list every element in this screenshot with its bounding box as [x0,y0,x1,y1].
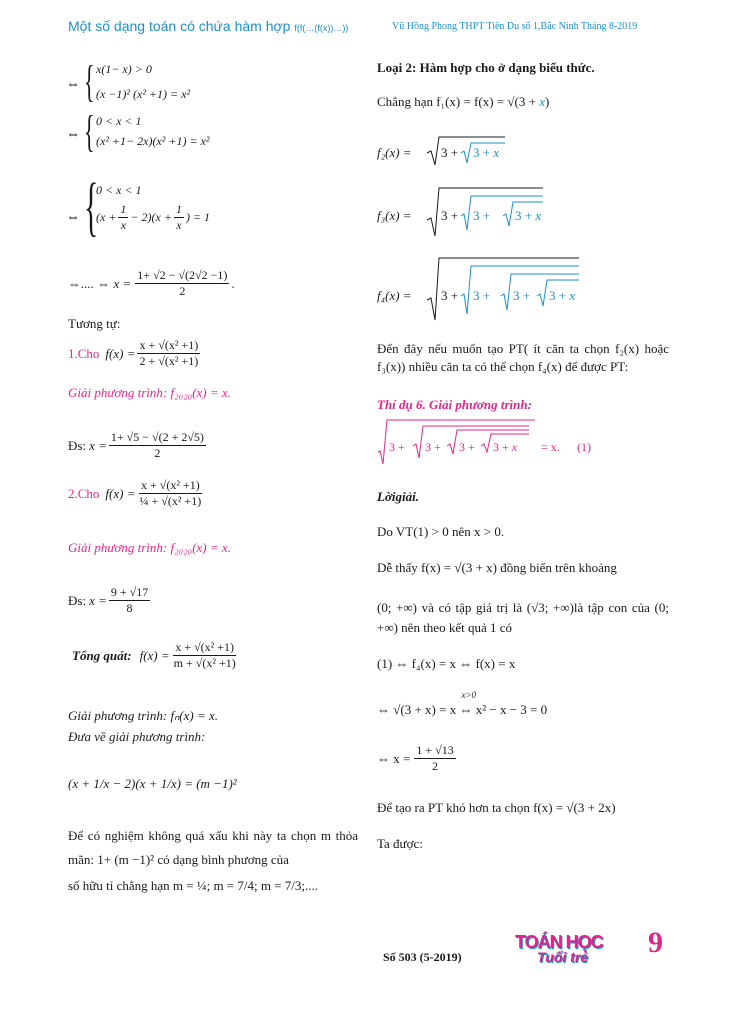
example-2: 2.Cho f(x) = $\frac{\text{x + √(x² +1)}}{\text{¼ + √(x² +1)}}$ [68,478,202,508]
system-3-line-1: 0 < x < 1 [96,183,142,197]
solution-line-8: Ta được: [377,836,423,851]
example-1: 1.Cho f(x) = $\frac{\text{x + √(x² +1)}}{\text{2 + √(x² +1)}}$ [68,338,199,368]
system-1-line-2: (x −1)² (x² +1) = x² [96,87,191,101]
result-equation: ⇔.... ⇔ x = $\frac{1+ √2 - √(2√2 -1)}{2}$ . [68,268,235,298]
example-1-task: Giải phương trình: f₂₀₂₀(x) = x. [68,385,231,400]
example-6-equation: 3 + 3 + 3 + 3 + x = x. (1) [377,418,657,466]
task-reduce: Đưa về giải phương trình: [68,729,206,744]
header-title: Một số dạng toán có chứa hàm hợp f(f(…(f(x))…)) [68,18,349,34]
magazine-logo: TOÁN HỌC Tuổi trẻ [515,932,603,965]
f4-definition: f₄(x) = 3 + 3 + 3 + 3 + x [377,280,597,320]
system-3-line-2: (x + $\frac{1}{x}$ − 2)(x + $\frac{1}{x}$ ) = 1 [96,202,211,232]
page-header [0,18,735,38]
solution-line-4: (1) ⇔ f₄(x) = x ⇔ f(x) = x [377,656,516,671]
example-6-title: Thí dụ 6. Giải phương trình: [377,397,532,412]
f1-definition: Chẳng hạn f₁(x) = f(x) = √(3 + x) [377,94,550,109]
solution-line-5: ⇔ √(3 + x) = x x>0 ⇔ x² − x − 3 = 0 [377,690,548,717]
example-6-tag: (1) [577,440,591,454]
system-2-line-1: 0 < x < 1 [96,114,142,128]
answer-1: Đs: x = $\frac{1+ √5 - √(2 + 2√5)}{2}$ [68,430,204,460]
example-2-task: Giải phương trình: f₂₀₂₀(x) = x. [68,540,231,555]
paragraph-choose-m: Để có nghiệm không quá xấu khi này ta chọn m thỏa mãn: 1+ (m −1)² có dạng bình phương của [68,828,358,867]
similar-label: Tương tự: [68,316,121,331]
general-formula: Tổng quát: f(x) = $\frac{\text{x + √(x² +1)}}{\text{m + √(x² +1)}}$ [72,640,236,670]
f2-inner: 3 + x [473,145,500,160]
f3-definition: f₃(x) = 3 + 3 + 3 + x [377,200,557,240]
system-1-line-1: x(1− x) > 0 [96,62,152,76]
solution-line-6: ⇔ x = $\frac{1 + √13}{2}$ [377,743,454,773]
solution-title: Lờigiải. [377,489,420,504]
answer-2: Đs: x = $\frac{9 + √17}{8}$ [68,585,149,615]
page-number: 9 [648,926,663,959]
solution-line-1: Do VT(1) > 0 nên x > 0. [377,524,505,539]
reduced-equation: (x + 1/x − 2)(x + 1/x) = (m −1)² [68,776,237,791]
solution-line-3: (0; +∞) và có tập giá trị là (√3; +∞)là tập con của (0; +∞) nên theo kết quả 1 có [377,600,669,635]
paragraph-choose-f: Đến đây nếu muốn tạo PT( ít căn ta chọn f₂(x) hoặc f₃(x)) nhiều căn ta có thể chọn f₄(x) để được PT: [377,341,669,374]
task-general: Giải phương trình: fₙ(x) = x. [68,708,219,723]
solution-line-2: Dễ thấy f(x) = √(3 + x) đồng biến trên khoảng [377,560,617,575]
header-author: Vũ Hồng Phong THPT Tiên Du số 1,Bắc Ninh Tháng 8-2019 [392,21,638,32]
issue-number: Số 503 (5-2019) [383,950,462,964]
f2-definition: f₂(x) = 3 + 3 + x [377,140,527,170]
paragraph-examples-m: số hữu tỉ chẳng hạn m = ¼; m = 7/4; m = 7/3;.... [68,878,319,893]
type-2-title: Loại 2: Hàm hợp cho ở dạng biểu thức. [377,60,595,75]
header-title-suffix: f(f(…(f(x))…)) [294,23,349,33]
solution-line-7: Để tạo ra PT khó hơn ta chọn f(x) = √(3 + 2x) [377,800,616,815]
system-2-line-2: (x² +1− 2x)(x² +1) = x² [96,134,210,148]
